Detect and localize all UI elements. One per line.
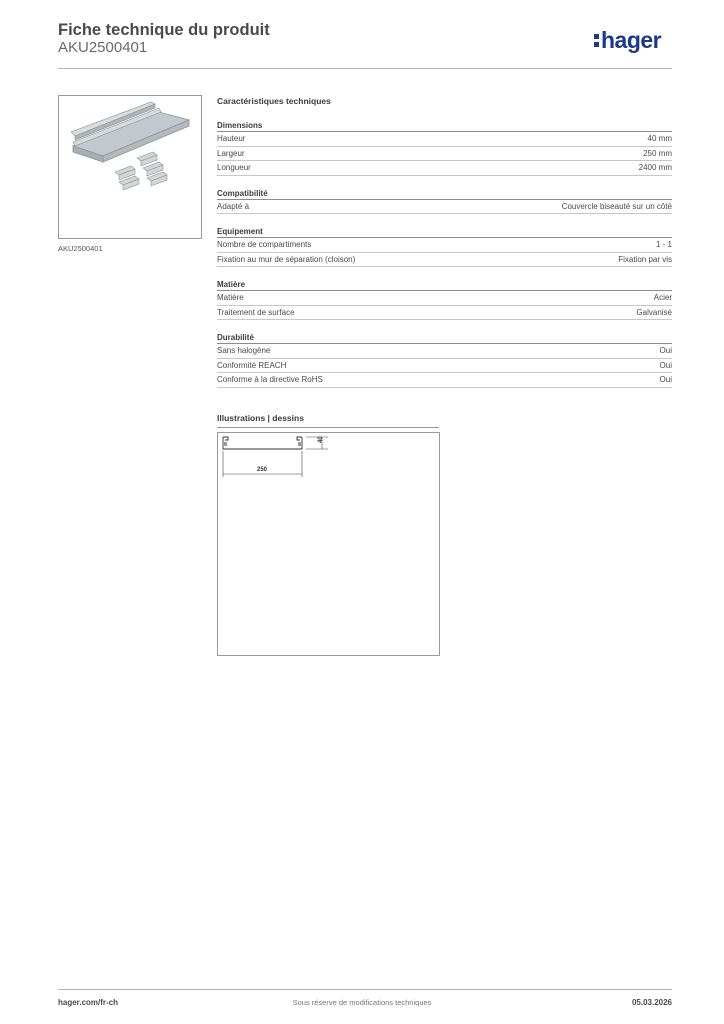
- spec-label: Matière: [217, 293, 244, 302]
- section-title: Matière: [217, 279, 672, 291]
- spec-row: [217, 132, 672, 147]
- product-image-caption: AKU2500401: [58, 244, 103, 253]
- specs-heading: Caractéristiques techniques: [217, 96, 331, 106]
- spec-row: [217, 147, 672, 162]
- spec-value: Couvercle biseauté sur un côté: [561, 201, 672, 211]
- spec-row: [217, 200, 672, 215]
- footer-divider: [58, 989, 672, 990]
- spec-label: Largeur: [217, 148, 245, 158]
- spec-section: [217, 188, 672, 215]
- footer-website-link[interactable]: hager.com/fr-ch: [58, 998, 119, 1007]
- section-title: Durabilité: [217, 332, 672, 344]
- spec-row: [217, 359, 672, 374]
- logo-text: hager: [601, 27, 662, 53]
- spec-section: [217, 279, 672, 320]
- cable-tray-illustration: [59, 96, 201, 238]
- spec-label: Nombre de compartiments: [217, 240, 312, 249]
- section-title: Dimensions: [217, 120, 672, 132]
- spec-value: Oui: [659, 360, 672, 370]
- spec-value: Fixation par vis: [618, 254, 672, 264]
- spec-label: Adapté à: [217, 201, 250, 211]
- spec-section: [217, 226, 672, 267]
- spec-value: 1 - 1: [655, 240, 672, 249]
- spec-label: Traitement de surface: [217, 307, 295, 317]
- tray-profile-drawing: [218, 433, 439, 655]
- product-reference: AKU2500401: [58, 39, 148, 56]
- spec-row: [217, 306, 672, 321]
- section-title: Equipement: [217, 226, 672, 238]
- spec-value: Oui: [659, 346, 672, 355]
- spec-label: Sans halogène: [217, 346, 271, 355]
- dimension-drawing: [217, 432, 440, 656]
- illustrations-heading: Illustrations | dessins: [217, 413, 439, 428]
- spec-row: [217, 238, 672, 253]
- logo-colon-icon: [594, 32, 599, 49]
- spec-value: Galvanisé: [636, 307, 672, 317]
- page-title: Fiche technique du produit: [58, 21, 270, 39]
- spec-label: Fixation au mur de séparation (cloison): [217, 254, 356, 264]
- spec-label: Conforme à la directive RoHS: [217, 375, 323, 384]
- product-image: [58, 95, 202, 239]
- spec-value: Acier: [653, 293, 672, 302]
- spec-label: Hauteur: [217, 134, 246, 143]
- spec-value: Oui: [659, 375, 672, 384]
- spec-label: Conformité REACH: [217, 360, 287, 370]
- spec-row: [217, 253, 672, 268]
- hager-logo: [594, 26, 661, 54]
- height-dimension-label: 40: [318, 436, 324, 443]
- header-divider: [58, 68, 672, 69]
- width-dimension-label: 250: [256, 467, 268, 473]
- spec-sections: [217, 120, 672, 388]
- technical-specifications: [217, 96, 672, 388]
- spec-row: [217, 291, 672, 306]
- section-title: Compatibilité: [217, 188, 672, 200]
- spec-row: [217, 373, 672, 388]
- footer-disclaimer: Sous réserve de modifications techniques: [292, 998, 432, 1007]
- spec-label: Longueur: [217, 163, 251, 172]
- spec-section: [217, 332, 672, 388]
- spec-row: [217, 161, 672, 176]
- spec-row: [217, 344, 672, 359]
- spec-value: 2400 mm: [638, 163, 672, 172]
- spec-section: [217, 120, 672, 176]
- spec-value: 250 mm: [643, 148, 672, 158]
- spec-value: 40 mm: [647, 134, 672, 143]
- footer-date: 05.03.2026: [631, 998, 672, 1007]
